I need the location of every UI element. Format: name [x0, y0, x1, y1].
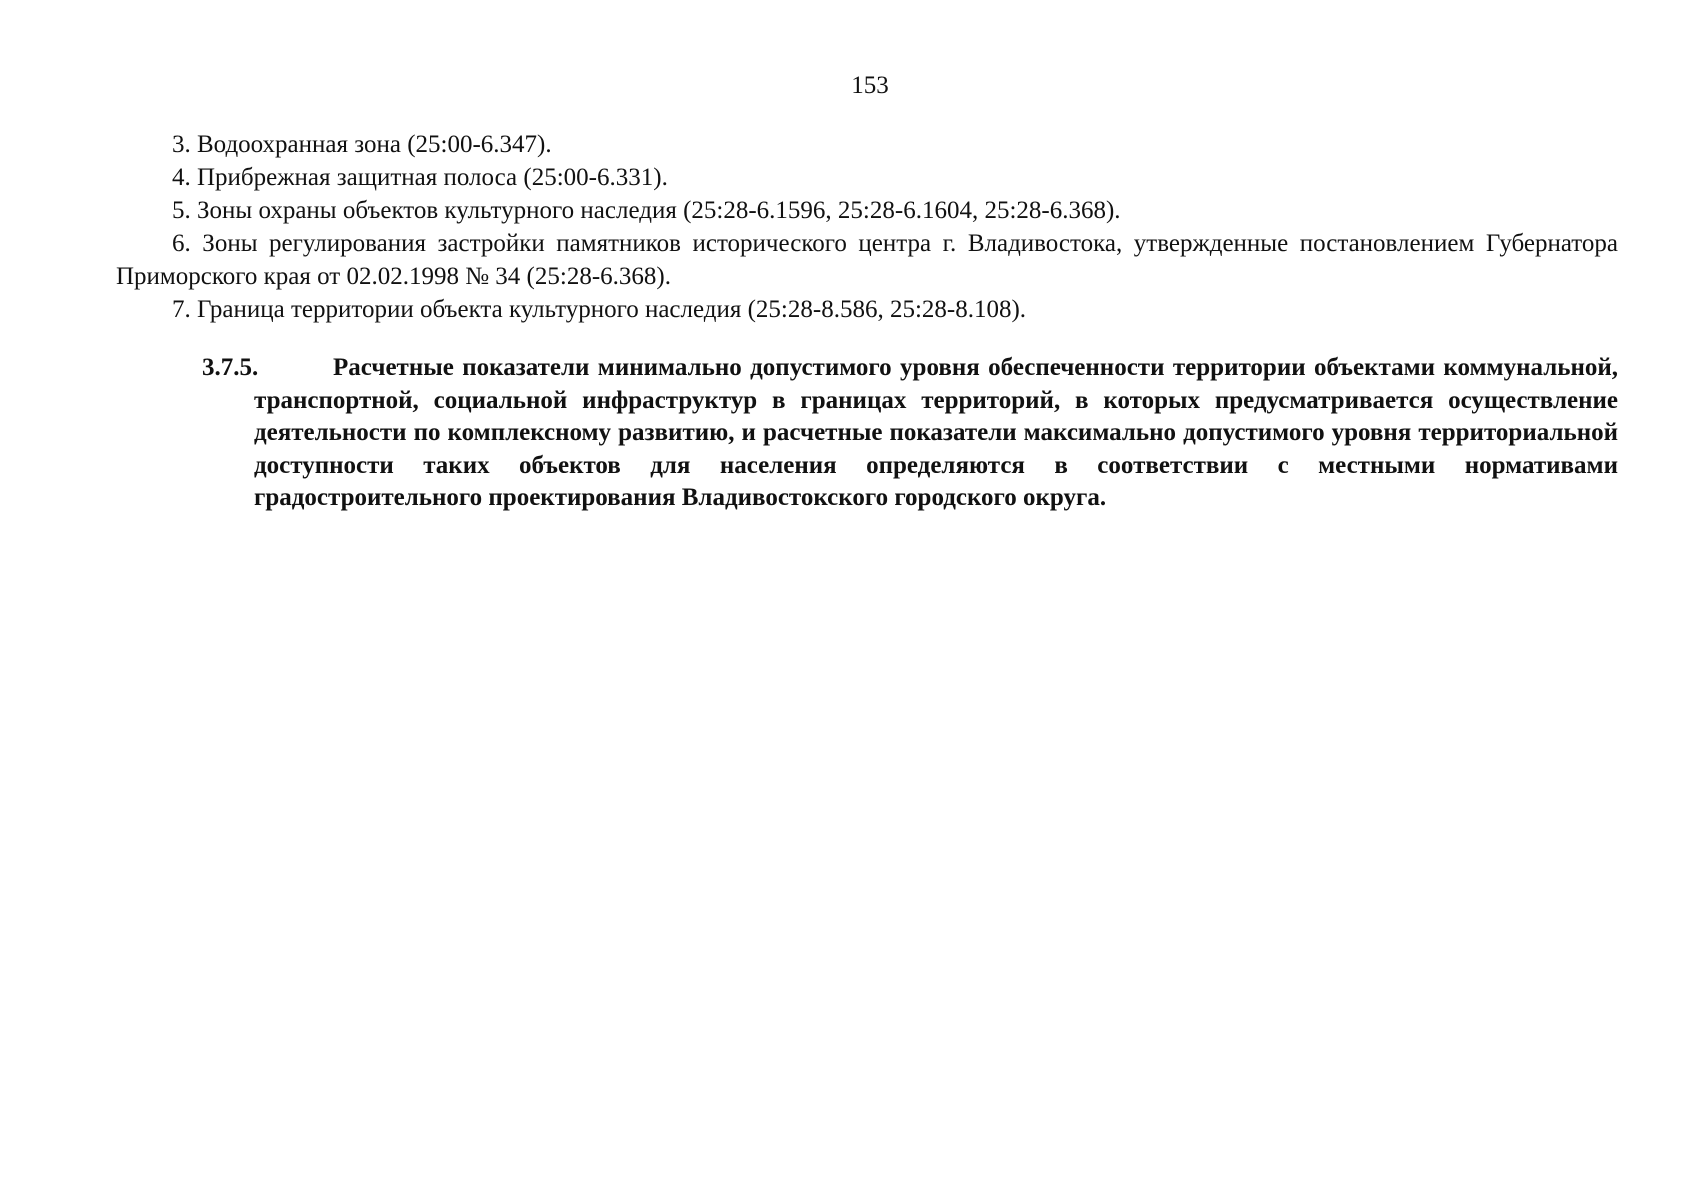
list-item: 3. Водоохранная зона (25:00-6.347).	[172, 131, 552, 158]
list-item: 7. Граница территории объекта культурного наследия (25:28-8.586, 25:28-8.108).	[172, 296, 1027, 323]
page-number: 153	[851, 72, 889, 99]
restriction-list	[116, 128, 1618, 326]
section-number: 3.7.5.	[202, 354, 259, 381]
section-heading	[202, 352, 1618, 515]
list-item: 6. Зоны регулирования застройки памятников исторического центра г. Владивостока, утвержденные постановлением Губернатора Приморского края от 02.02.1998 № 34 (25:28-6.368).	[116, 230, 1618, 290]
list-item: 4. Прибрежная защитная полоса (25:00-6.331).	[172, 164, 668, 191]
section-title: Расчетные показатели минимально допустимого уровня обеспеченности территории объектами коммунальной, транспортной, социальной инфраструктур в границах территорий, в которых предусматривается осуществление деятельности по комплексному развитию, и расчетные показатели максимально допустимого уровня территориальной доступности таких объектов для населения определяются в соответствии с местными нормативами градостроительного проектирования Владивостокского городского округа.	[254, 354, 1618, 511]
list-item: 5. Зоны охраны объектов культурного наследия (25:28-6.1596, 25:28-6.1604, 25:28-6.368).	[172, 197, 1121, 224]
